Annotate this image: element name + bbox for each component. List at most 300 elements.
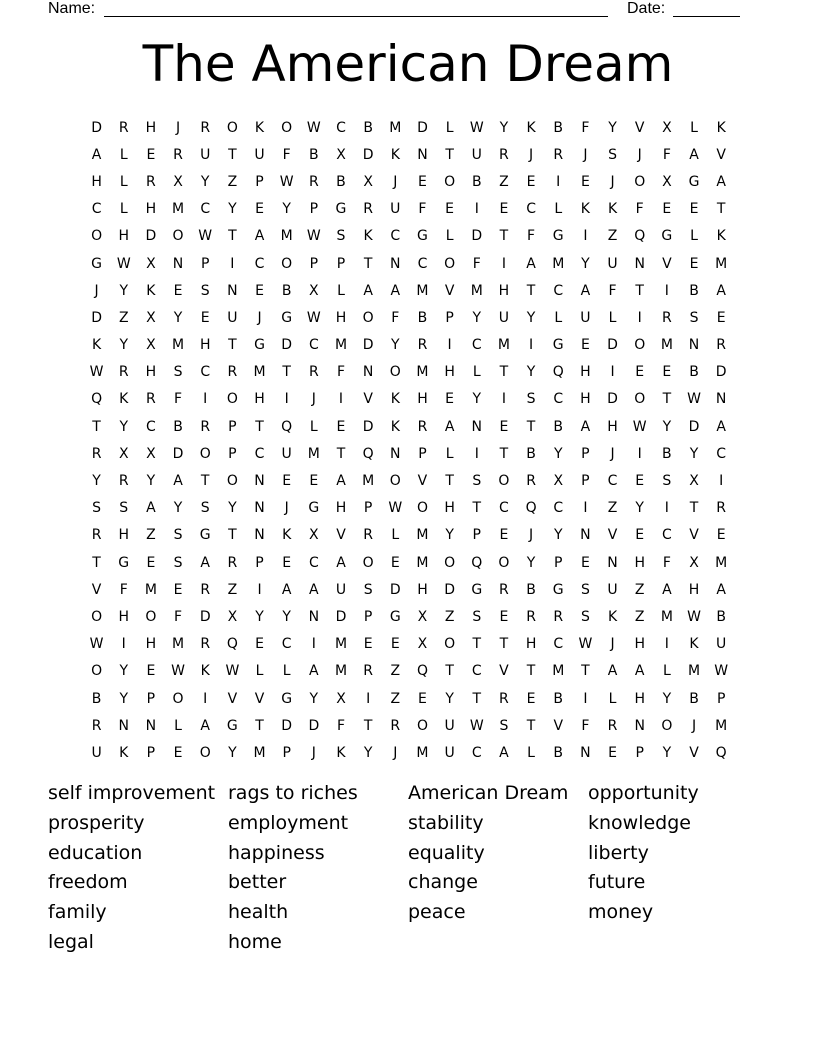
grid-letter: I bbox=[338, 391, 344, 408]
grid-letter: S bbox=[472, 473, 482, 490]
grid-letter: X bbox=[363, 173, 373, 190]
date-line[interactable] bbox=[673, 16, 740, 17]
grid-letter: M bbox=[660, 337, 673, 354]
grid-letter: X bbox=[309, 527, 319, 544]
grid-letter: Z bbox=[227, 581, 238, 598]
grid-letter: E bbox=[200, 309, 210, 326]
grid-letter: M bbox=[253, 364, 266, 381]
grid-letter: P bbox=[228, 445, 237, 462]
grid-letter: M bbox=[172, 201, 185, 218]
grid-letter: I bbox=[583, 690, 588, 707]
grid-letter: B bbox=[689, 690, 699, 707]
grid-letter: Z bbox=[607, 228, 618, 245]
grid-letter: O bbox=[661, 717, 673, 734]
grid-letter: E bbox=[173, 282, 183, 299]
grid-letter: G bbox=[335, 201, 347, 218]
grid-letter: Z bbox=[607, 500, 618, 517]
grid-letter: T bbox=[92, 554, 101, 571]
grid-letter: U bbox=[390, 201, 401, 218]
grid-letter: O bbox=[416, 717, 428, 734]
grid-letter: U bbox=[227, 309, 238, 326]
grid-letter: I bbox=[121, 636, 126, 653]
grid-letter: P bbox=[228, 418, 237, 435]
grid-letter: T bbox=[255, 717, 264, 734]
grid-letter: L bbox=[255, 663, 264, 680]
grid-letter: T bbox=[635, 282, 644, 299]
grid-letter: H bbox=[634, 690, 645, 707]
grid-letter: S bbox=[200, 282, 210, 299]
grid-letter: K bbox=[580, 201, 590, 218]
grid-letter: Z bbox=[634, 608, 645, 625]
grid-letter: R bbox=[200, 418, 211, 435]
grid-letter: N bbox=[580, 527, 591, 544]
grid-letter: L bbox=[662, 663, 671, 680]
grid-letter: B bbox=[526, 581, 536, 598]
grid-letter: V bbox=[417, 473, 428, 490]
grid-row bbox=[83, 467, 735, 494]
grid-letter: E bbox=[580, 337, 590, 354]
grid-letter: F bbox=[662, 146, 671, 163]
grid-letter: O bbox=[145, 608, 157, 625]
grid-letter: A bbox=[444, 418, 455, 435]
grid-letter: F bbox=[635, 201, 644, 218]
grid-letter: O bbox=[199, 744, 211, 761]
grid-letter: E bbox=[445, 391, 455, 408]
grid-letter: G bbox=[254, 337, 265, 354]
grid-letter: H bbox=[444, 500, 455, 517]
grid-letter: X bbox=[146, 445, 156, 462]
grid-letter: O bbox=[362, 554, 374, 571]
grid-row bbox=[83, 332, 735, 359]
grid-letter: O bbox=[281, 119, 293, 136]
name-label: Name: bbox=[48, 0, 96, 17]
grid-row bbox=[83, 413, 735, 440]
grid-row bbox=[83, 304, 735, 331]
grid-letter: Y bbox=[391, 337, 400, 354]
grid-letter: T bbox=[472, 500, 482, 517]
grid-letter: I bbox=[664, 282, 669, 299]
grid-letter: R bbox=[661, 309, 672, 326]
grid-letter: D bbox=[91, 119, 102, 136]
grid-letter: O bbox=[498, 554, 510, 571]
grid-letter: C bbox=[336, 119, 346, 136]
grid-letter: M bbox=[715, 717, 728, 734]
grid-letter: S bbox=[580, 581, 590, 598]
grid-letter: M bbox=[660, 608, 673, 625]
grid-letter: A bbox=[607, 663, 618, 680]
grid-letter: H bbox=[417, 581, 428, 598]
word-list-item: equality bbox=[408, 841, 485, 864]
word-list-item: health bbox=[228, 901, 289, 924]
word-search-grid bbox=[83, 114, 735, 767]
grid-letter: Y bbox=[228, 744, 237, 761]
grid-row bbox=[83, 712, 735, 739]
grid-letter: G bbox=[661, 228, 673, 245]
grid-letter: A bbox=[309, 663, 319, 680]
grid-letter: G bbox=[552, 228, 564, 245]
grid-letter: Y bbox=[635, 500, 644, 517]
grid-letter: D bbox=[281, 337, 293, 354]
grid-letter: P bbox=[255, 173, 264, 190]
grid-letter: Z bbox=[390, 663, 401, 680]
grid-letter: F bbox=[608, 282, 617, 299]
grid-letter: R bbox=[118, 119, 129, 136]
grid-letter: P bbox=[635, 744, 644, 761]
grid-letter: W bbox=[714, 663, 729, 680]
grid-letter: I bbox=[203, 690, 208, 707]
grid-letter: Y bbox=[92, 473, 101, 490]
grid-letter: T bbox=[499, 364, 509, 381]
grid-letter: I bbox=[583, 228, 588, 245]
grid-letter: N bbox=[308, 608, 320, 625]
grid-letter: K bbox=[282, 527, 292, 544]
grid-letter: N bbox=[227, 282, 238, 299]
grid-letter: I bbox=[366, 690, 371, 707]
grid-letter: T bbox=[445, 473, 454, 490]
grid-letter: K bbox=[336, 744, 346, 761]
grid-letter: D bbox=[471, 228, 483, 245]
grid-letter: B bbox=[553, 690, 564, 707]
grid-letter: H bbox=[91, 173, 102, 190]
grid-letter: P bbox=[200, 255, 210, 272]
grid-letter: K bbox=[119, 744, 129, 761]
grid-letter: W bbox=[469, 717, 484, 734]
grid-letter: I bbox=[230, 255, 235, 272]
grid-letter: D bbox=[91, 309, 102, 326]
grid-letter: K bbox=[689, 636, 699, 653]
grid-letter: X bbox=[417, 636, 428, 653]
grid-letter: R bbox=[308, 364, 319, 381]
grid-letter: Y bbox=[119, 418, 129, 435]
grid-letter: T bbox=[499, 636, 509, 653]
grid-letter: E bbox=[499, 527, 509, 544]
grid-letter: P bbox=[581, 445, 590, 462]
grid-letter: G bbox=[226, 717, 238, 734]
grid-letter: L bbox=[527, 744, 535, 761]
grid-letter: C bbox=[471, 337, 482, 354]
grid-letter: R bbox=[526, 608, 536, 625]
grid-letter: I bbox=[583, 500, 588, 517]
grid-letter: U bbox=[254, 146, 265, 163]
grid-letter: Q bbox=[416, 663, 428, 680]
grid-letter: W bbox=[279, 173, 294, 190]
name-line[interactable] bbox=[104, 16, 608, 17]
grid-letter: Q bbox=[715, 744, 727, 761]
grid-letter: V bbox=[91, 581, 102, 598]
grid-letter: X bbox=[146, 337, 156, 354]
grid-letter: I bbox=[257, 581, 262, 598]
grid-letter: O bbox=[226, 473, 238, 490]
grid-letter: V bbox=[336, 527, 346, 544]
grid-letter: E bbox=[309, 473, 319, 490]
grid-letter: R bbox=[526, 473, 536, 490]
grid-letter: C bbox=[607, 473, 618, 490]
grid-letter: F bbox=[581, 717, 590, 734]
grid-letter: I bbox=[664, 500, 669, 517]
grid-letter: Y bbox=[553, 527, 563, 544]
grid-letter: P bbox=[309, 255, 319, 272]
grid-letter: D bbox=[715, 364, 727, 381]
grid-letter: T bbox=[228, 527, 237, 544]
grid-letter: V bbox=[689, 744, 699, 761]
grid-letter: N bbox=[145, 717, 157, 734]
grid-letter: O bbox=[416, 500, 428, 517]
grid-letter: A bbox=[336, 554, 346, 571]
grid-letter: J bbox=[610, 173, 615, 190]
grid-letter: C bbox=[254, 255, 265, 272]
word-list-item: home bbox=[228, 930, 282, 953]
grid-letter: C bbox=[471, 744, 482, 761]
grid-letter: R bbox=[91, 445, 102, 462]
grid-letter: M bbox=[687, 663, 701, 680]
grid-letter: Y bbox=[445, 690, 454, 707]
grid-letter: A bbox=[716, 418, 726, 435]
grid-letter: N bbox=[118, 717, 129, 734]
grid-letter: W bbox=[687, 391, 701, 408]
grid-letter: C bbox=[281, 636, 292, 653]
grid-letter: H bbox=[498, 282, 510, 299]
grid-letter: I bbox=[447, 337, 452, 354]
grid-letter: A bbox=[281, 581, 292, 598]
header bbox=[48, 0, 748, 20]
grid-letter: O bbox=[634, 337, 646, 354]
grid-letter: G bbox=[281, 309, 293, 326]
grid-letter: A bbox=[390, 282, 401, 299]
grid-row bbox=[83, 114, 735, 141]
grid-letter: G bbox=[118, 554, 130, 571]
grid-letter: F bbox=[581, 119, 590, 136]
grid-row bbox=[83, 440, 735, 467]
grid-letter: S bbox=[92, 500, 102, 517]
grid-letter: D bbox=[362, 146, 374, 163]
grid-letter: I bbox=[664, 636, 669, 653]
grid-letter: Y bbox=[119, 690, 129, 707]
grid-letter: D bbox=[607, 337, 618, 354]
grid-letter: E bbox=[635, 364, 645, 381]
grid-row bbox=[83, 522, 735, 549]
grid-letter: I bbox=[719, 473, 724, 490]
grid-letter: E bbox=[173, 744, 183, 761]
grid-letter: M bbox=[253, 744, 266, 761]
grid-letter: A bbox=[689, 146, 699, 163]
grid-letter: R bbox=[91, 717, 102, 734]
grid-letter: E bbox=[445, 201, 455, 218]
grid-letter: X bbox=[689, 554, 699, 571]
grid-letter: K bbox=[390, 418, 400, 435]
grid-letter: A bbox=[580, 418, 591, 435]
grid-letter: H bbox=[417, 391, 428, 408]
grid-letter: N bbox=[688, 337, 700, 354]
grid-letter: S bbox=[119, 500, 129, 517]
grid-letter: R bbox=[91, 527, 102, 544]
grid-letter: J bbox=[691, 717, 697, 734]
grid-letter: D bbox=[172, 445, 184, 462]
grid-letter: L bbox=[309, 418, 318, 435]
grid-letter: R bbox=[390, 717, 401, 734]
grid-letter: F bbox=[472, 255, 481, 272]
grid-letter: E bbox=[173, 581, 183, 598]
grid-letter: P bbox=[363, 608, 373, 625]
grid-letter: T bbox=[526, 663, 536, 680]
grid-letter: H bbox=[688, 581, 700, 598]
date-label: Date: bbox=[627, 0, 666, 17]
grid-letter: R bbox=[227, 554, 238, 571]
grid-letter: D bbox=[308, 717, 320, 734]
grid-letter: L bbox=[608, 309, 617, 326]
grid-letter: U bbox=[607, 255, 618, 272]
grid-letter: N bbox=[254, 527, 265, 544]
grid-letter: D bbox=[607, 391, 618, 408]
grid-letter: W bbox=[225, 663, 240, 680]
grid-letter: A bbox=[662, 581, 672, 598]
grid-letter: R bbox=[308, 173, 319, 190]
grid-letter: M bbox=[416, 554, 429, 571]
grid-letter: C bbox=[200, 364, 211, 381]
grid-letter: P bbox=[418, 445, 427, 462]
grid-letter: K bbox=[526, 119, 536, 136]
grid-letter: B bbox=[553, 418, 564, 435]
grid-letter: J bbox=[311, 744, 316, 761]
grid-letter: P bbox=[146, 690, 156, 707]
grid-letter: A bbox=[363, 282, 373, 299]
grid-letter: R bbox=[499, 690, 509, 707]
grid-letter: V bbox=[363, 391, 373, 408]
grid-letter: C bbox=[526, 201, 536, 218]
grid-letter: U bbox=[200, 146, 211, 163]
grid-letter: F bbox=[174, 608, 183, 625]
grid-letter: B bbox=[417, 309, 428, 326]
grid-letter: V bbox=[662, 255, 672, 272]
grid-letter: K bbox=[390, 391, 400, 408]
grid-letter: U bbox=[580, 309, 591, 326]
grid-letter: I bbox=[474, 201, 479, 218]
grid-letter: Q bbox=[226, 636, 238, 653]
grid-letter: G bbox=[199, 527, 211, 544]
grid-letter: N bbox=[254, 473, 265, 490]
grid-letter: X bbox=[662, 119, 672, 136]
grid-letter: Y bbox=[499, 119, 509, 136]
grid-letter: L bbox=[445, 445, 454, 462]
grid-letter: T bbox=[445, 663, 454, 680]
grid-letter: U bbox=[471, 146, 482, 163]
grid-letter: H bbox=[335, 309, 347, 326]
word-list-item: opportunity bbox=[588, 782, 699, 804]
grid-letter: V bbox=[553, 717, 564, 734]
grid-letter: E bbox=[255, 282, 264, 299]
grid-letter: Y bbox=[526, 309, 536, 326]
grid-letter: E bbox=[635, 527, 645, 544]
word-list-item: American Dream bbox=[408, 782, 569, 804]
grid-letter: U bbox=[716, 636, 727, 653]
grid-letter: H bbox=[145, 636, 157, 653]
grid-letter: Q bbox=[634, 228, 646, 245]
grid-letter: H bbox=[145, 201, 157, 218]
grid-letter: B bbox=[553, 744, 564, 761]
grid-letter: R bbox=[227, 364, 238, 381]
grid-letter: C bbox=[200, 201, 211, 218]
grid-letter: O bbox=[199, 445, 211, 462]
grid-letter: R bbox=[146, 391, 156, 408]
grid-letter: R bbox=[417, 418, 428, 435]
grid-letter: I bbox=[474, 445, 479, 462]
grid-letter: A bbox=[526, 255, 536, 272]
grid-letter: Y bbox=[119, 282, 129, 299]
grid-letter: M bbox=[416, 282, 429, 299]
grid-letter: R bbox=[173, 146, 183, 163]
grid-row bbox=[83, 495, 735, 522]
grid-letter: M bbox=[144, 581, 157, 598]
grid-letter: K bbox=[716, 228, 726, 245]
word-list-item: knowledge bbox=[588, 811, 691, 834]
grid-letter: S bbox=[526, 391, 536, 408]
word-list-item: self improvement bbox=[48, 782, 216, 804]
grid-letter: V bbox=[254, 690, 265, 707]
grid-letter: U bbox=[335, 581, 347, 598]
grid-letter: T bbox=[282, 364, 291, 381]
word-list-item: stability bbox=[408, 811, 484, 834]
grid-letter: K bbox=[91, 337, 102, 354]
grid-letter: A bbox=[91, 146, 102, 163]
grid-letter: G bbox=[471, 581, 483, 598]
grid-letter: Y bbox=[445, 527, 454, 544]
word-list-item: prosperity bbox=[48, 811, 145, 834]
grid-letter: E bbox=[662, 201, 672, 218]
grid-letter: Y bbox=[119, 663, 129, 680]
grid-letter: H bbox=[118, 608, 129, 625]
grid-letter: W bbox=[89, 636, 104, 653]
grid-letter: P bbox=[336, 255, 346, 272]
grid-letter: D bbox=[688, 418, 700, 435]
grid-letter: F bbox=[391, 309, 400, 326]
grid-letter: J bbox=[529, 527, 534, 544]
grid-letter: X bbox=[227, 608, 238, 625]
grid-letter: A bbox=[634, 663, 645, 680]
grid-letter: B bbox=[309, 146, 319, 163]
grid-letter: P bbox=[445, 309, 454, 326]
grid-letter: M bbox=[172, 636, 185, 653]
grid-letter: B bbox=[363, 119, 373, 136]
grid-letter: H bbox=[118, 527, 129, 544]
grid-letter: Y bbox=[228, 500, 237, 517]
grid-letter: E bbox=[146, 663, 156, 680]
grid-letter: U bbox=[607, 581, 618, 598]
grid-letter: Y bbox=[526, 554, 536, 571]
grid-letter: E bbox=[282, 554, 292, 571]
grid-letter: R bbox=[146, 173, 156, 190]
word-list-item: legal bbox=[48, 930, 94, 953]
grid-letter: P bbox=[309, 201, 319, 218]
grid-letter: Y bbox=[200, 173, 210, 190]
grid-letter: T bbox=[445, 146, 454, 163]
grid-letter: D bbox=[362, 418, 374, 435]
grid-letter: V bbox=[634, 119, 645, 136]
grid-letter: R bbox=[499, 146, 509, 163]
grid-letter: N bbox=[607, 554, 618, 571]
word-list-item: employment bbox=[228, 811, 349, 834]
grid-letter: G bbox=[308, 500, 320, 517]
grid-row bbox=[83, 168, 735, 195]
grid-letter: P bbox=[472, 527, 481, 544]
grid-letter: S bbox=[173, 527, 183, 544]
grid-letter: X bbox=[309, 282, 319, 299]
grid-letter: X bbox=[173, 173, 183, 190]
grid-letter: L bbox=[690, 119, 698, 136]
grid-letter: I bbox=[610, 364, 615, 381]
grid-letter: S bbox=[336, 228, 346, 245]
grid-letter: D bbox=[389, 581, 401, 598]
grid-letter: O bbox=[444, 255, 456, 272]
grid-letter: A bbox=[716, 581, 726, 598]
